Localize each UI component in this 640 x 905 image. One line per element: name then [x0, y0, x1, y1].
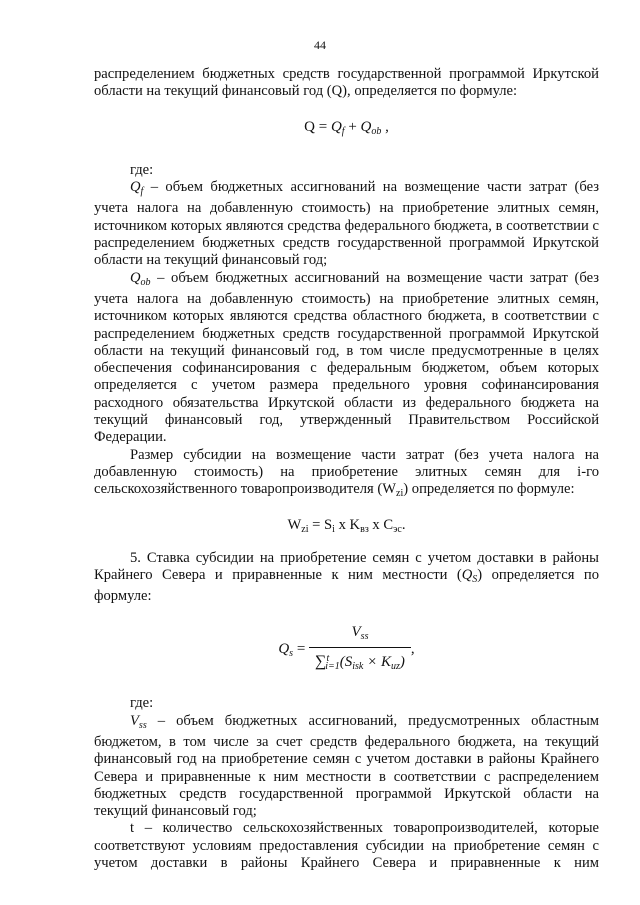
paragraph-subsidy-size-sub: zi: [396, 488, 404, 500]
formula-w-s-sub: i: [332, 523, 335, 535]
definition-qf-subscript: f: [140, 186, 144, 198]
definition-vss-subscript: ss: [138, 719, 147, 731]
paragraph-subsidy-size-before: Размер субсидии на возмещение части затрат (без учета налога на добавленную стоимость) на приобретение элитных семян для i-го сельскохозяйственного товаропроизводителя (W: [94, 446, 599, 498]
paragraph-5-subscript: S: [472, 574, 478, 586]
formula-qs-lhs-sub: s: [289, 647, 294, 659]
formula-w-x1: x: [334, 516, 350, 533]
formula-q-lhs: Q: [304, 118, 315, 135]
paragraph-5-symbol: Q: [461, 567, 473, 584]
formula-qs-den-open: (S: [339, 654, 353, 671]
paragraph-intro: распределением бюджетных средств государственной программой Иркутской области на текущий финансовый год (Q), определяется по формуле:: [94, 66, 599, 100]
formula-qs-num-sub: ss: [360, 630, 369, 642]
formula-qs-lhs: Q: [278, 640, 290, 657]
formula-w-c: C: [383, 516, 394, 533]
formula-w-k: K: [349, 516, 361, 533]
formula-w-eq: =: [308, 516, 325, 533]
where-label-2: где:: [130, 695, 154, 712]
formula-qs-num-v: V: [351, 623, 361, 640]
formula-qs-denominator: [309, 648, 411, 675]
definition-vss-text: – объем бюджетных ассигнований, предусмотренных областным бюджетом, в том числе за счет средств федерального бюджета, на текущий финансовый год на приобретение семян с учетом доставки в районы Крайнего Севера и приравненные к ним местности в соответствии с распределением бюджетных средств государственной программой Иркутской области на текущий финансовый год;: [94, 712, 599, 820]
formula-q-term1-sub: f: [341, 125, 345, 137]
formula-q-tail: ,: [385, 118, 389, 135]
formula-w-k-sub: вз: [360, 523, 369, 535]
where-label-1: где:: [130, 161, 154, 178]
paragraph-5: [94, 550, 599, 606]
formula-w-s: S: [324, 516, 333, 533]
formula-qs-numerator: [309, 624, 411, 648]
definition-t: t – количество сельскохозяйственных товаропроизводителей, которые соответствуют условиям предоставления субсидии на приобретение семян с учетом доставки в районы Крайнего Севера и приравненные к ним: [94, 820, 599, 871]
formula-qs-den-s-sub: isk: [352, 661, 364, 673]
formula-qs-sum-sign: ∑: [315, 653, 327, 671]
formula-qs-sum-sup: t: [326, 653, 330, 665]
formula-q-term2-sub: ob: [371, 125, 382, 137]
definition-qob-symbol: Q: [130, 269, 141, 286]
formula-q-eq: =: [318, 118, 328, 135]
formula-q-plus: +: [348, 118, 357, 135]
formula-qs-tail: ,: [410, 640, 415, 657]
definition-vss-symbol: V: [130, 712, 139, 729]
paragraph-5-after: ) определяется по формуле:: [94, 567, 600, 605]
formula-qs-den-k-sub: uz: [391, 661, 400, 673]
definition-qob-subscript: ob: [140, 276, 151, 288]
page-number: 44: [314, 38, 326, 52]
formula-w-tail: .: [401, 516, 406, 533]
definition-qob: [94, 270, 599, 447]
definition-qob-text: – объем бюджетных ассигнований на возмещение части затрат (без учета налога на добавленную стоимость) на приобретение элитных семян, источником которых являются средства областного бюджета, в соответствии с распределением бюджетных средств государственной программой Иркутской области на текущий финансовый год, в том числе предусмотренные в целях обеспечения софинансирования с федеральным бюджетом, объем которых определяется с учетом размера предельного уровня софинансирования расходного обязательства Иркутской области из федерального бюджета на текущий финансовый год, утвержденный Правительством Российской Федерации.: [94, 269, 599, 446]
paragraph-5-before: 5. Ставка субсидии на приобретение семян с учетом доставки в районы Крайнего Севера и приравненные к ним местности (: [94, 549, 599, 584]
formula-w: [94, 517, 599, 538]
formula-qs-den-times: × K: [363, 654, 392, 671]
formula-q-term2: Q: [360, 118, 372, 135]
paragraph-subsidy-size-after: ) определяется по формуле:: [403, 481, 575, 498]
definition-qf: [94, 179, 599, 269]
formula-qs-sum-sub: i=1: [325, 661, 340, 673]
formula-w-w-sub: zi: [301, 523, 309, 535]
formula-q-term1: Q: [330, 118, 342, 135]
formula-w-x2: x: [368, 516, 384, 533]
formula-qs-eq: =: [293, 640, 310, 657]
formula-qs-fraction: [309, 624, 411, 676]
paragraph-subsidy-size: [94, 447, 599, 503]
formula-q: [94, 119, 599, 140]
definition-qf-symbol: Q: [130, 179, 141, 196]
document-body: [94, 66, 599, 872]
formula-w-c-sub: эс: [393, 523, 402, 535]
formula-qs: [94, 624, 599, 676]
formula-w-w: W: [287, 516, 302, 533]
definition-vss: [94, 713, 599, 821]
formula-qs-den-close: ): [399, 654, 405, 671]
definition-qf-text: – объем бюджетных ассигнований на возмещение части затрат (без учета налога на добавленную стоимость) на приобретение элитных семян, источником которых являются средства федерального бюджета, в соответствии с распределением бюджетных средств государственной программой Иркутской области на текущий финансовый год;: [94, 179, 599, 269]
